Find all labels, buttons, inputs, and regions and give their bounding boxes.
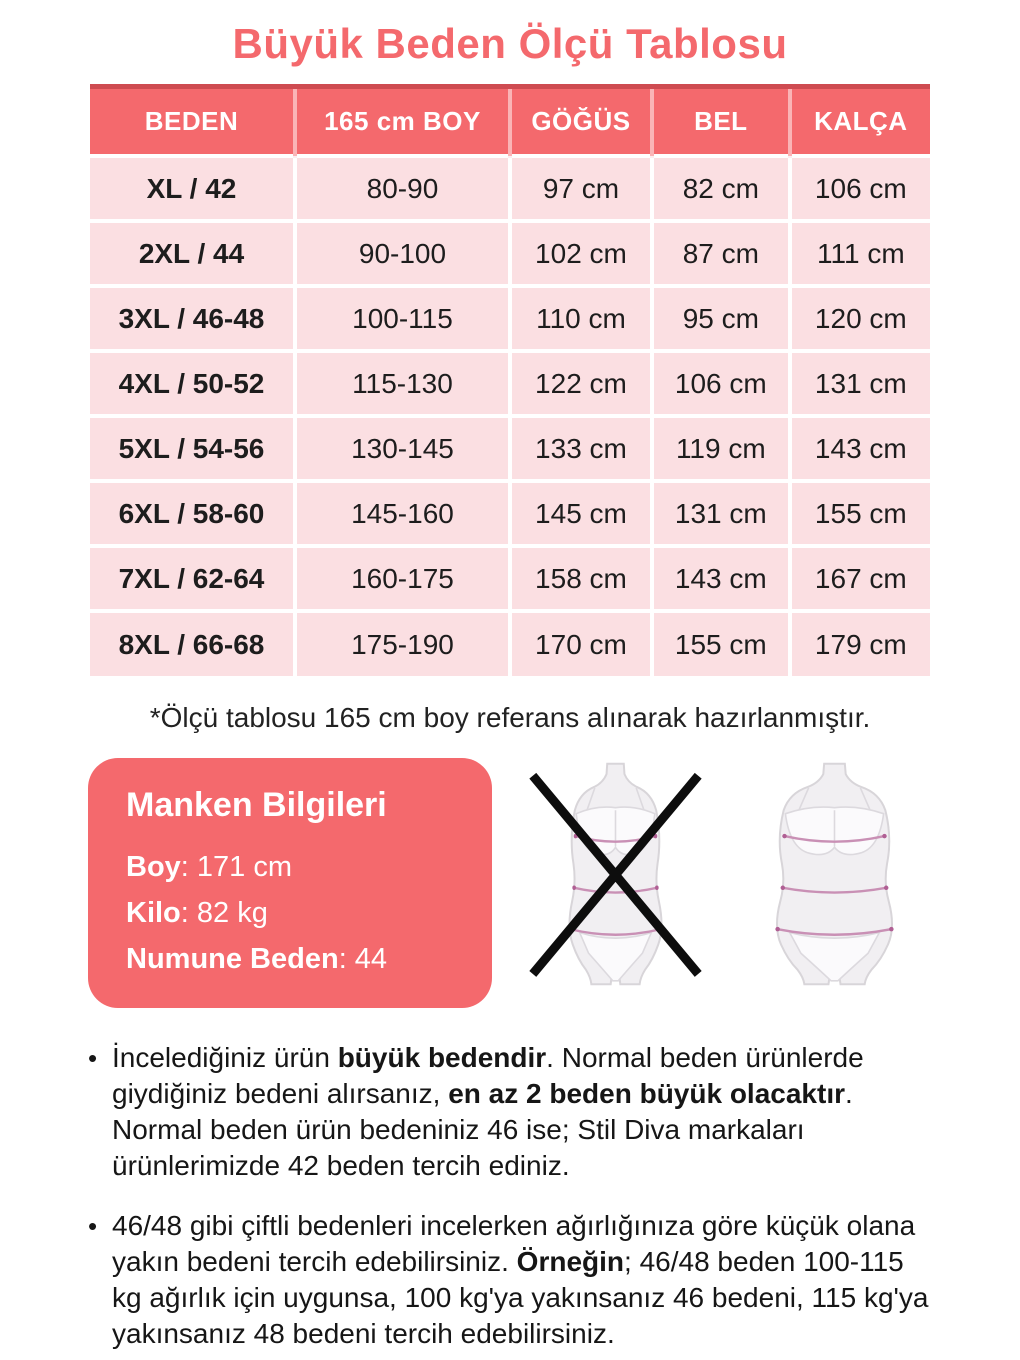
measurement-cell: 155 cm xyxy=(790,481,930,546)
model-info-fields xyxy=(126,851,466,976)
measurement-cell: 133 cm xyxy=(510,416,652,481)
measurement-cell: 143 cm xyxy=(790,416,930,481)
note-item: • İncelediğiniz ürün büyük bedendir. Normal beden ürünlerde giydiğiniz bedeni alırsanız, en az 2 beden büyük olacaktır. Normal beden ürün bedeniniz 46 ise; Stil Diva markaları ürünlerimizde 42 beden tercih ediniz. xyxy=(86,1040,934,1184)
table-row xyxy=(90,611,930,676)
column-header: 165 cm BOY xyxy=(295,89,510,156)
size-label-cell: 5XL / 54-56 xyxy=(90,416,295,481)
figure-illustrations xyxy=(518,758,932,986)
measurement-cell: 167 cm xyxy=(790,546,930,611)
measurement-cell: 145 cm xyxy=(510,481,652,546)
measurement-cell: 90-100 xyxy=(295,221,510,286)
table-row xyxy=(90,416,930,481)
measurement-cell: 122 cm xyxy=(510,351,652,416)
table-row xyxy=(90,156,930,221)
measurement-cell: 87 cm xyxy=(652,221,790,286)
measurement-cell: 95 cm xyxy=(652,286,790,351)
measurement-cell: 120 cm xyxy=(790,286,930,351)
model-info-field: Boy: 171 cm xyxy=(126,851,293,883)
measurement-cell: 102 cm xyxy=(510,221,652,286)
size-label-cell: 4XL / 50-52 xyxy=(90,351,295,416)
column-header: GÖĞÜS xyxy=(510,89,652,156)
measurement-cell: 119 cm xyxy=(652,416,790,481)
size-label-cell: 8XL / 66-68 xyxy=(90,611,295,676)
measurement-cell: 160-175 xyxy=(295,546,510,611)
model-info-title: Manken Bilgileri xyxy=(126,786,387,824)
column-header: BEL xyxy=(652,89,790,156)
measurement-cell: 106 cm xyxy=(652,351,790,416)
plus-size-figure-icon xyxy=(737,762,932,986)
measurement-cell: 170 cm xyxy=(510,611,652,676)
model-info-field: Kilo: 82 kg xyxy=(126,897,268,929)
column-header: KALÇA xyxy=(790,89,930,156)
size-label-cell: XL / 42 xyxy=(90,156,295,221)
table-row xyxy=(90,286,930,351)
measurement-cell: 80-90 xyxy=(295,156,510,221)
measurement-cell: 115-130 xyxy=(295,351,510,416)
slim-figure-crossed-out-icon xyxy=(518,762,713,986)
measurement-cell: 111 cm xyxy=(790,221,930,286)
measurement-cell: 82 cm xyxy=(652,156,790,221)
column-header: BEDEN xyxy=(90,89,295,156)
size-label-cell: 6XL / 58-60 xyxy=(90,481,295,546)
size-label-cell: 2XL / 44 xyxy=(90,221,295,286)
measurement-cell: 158 cm xyxy=(510,546,652,611)
table-row xyxy=(90,221,930,286)
measurement-cell: 131 cm xyxy=(652,481,790,546)
measurement-cell: 145-160 xyxy=(295,481,510,546)
size-label-cell: 3XL / 46-48 xyxy=(90,286,295,351)
measurement-cell: 155 cm xyxy=(652,611,790,676)
measurement-cell: 143 cm xyxy=(652,546,790,611)
measurement-cell: 97 cm xyxy=(510,156,652,221)
measurement-cell: 131 cm xyxy=(790,351,930,416)
model-info-card xyxy=(88,758,492,1008)
table-row xyxy=(90,546,930,611)
table-row xyxy=(90,481,930,546)
model-info-section xyxy=(88,758,932,1008)
measurement-cell: 106 cm xyxy=(790,156,930,221)
measurement-cell: 130-145 xyxy=(295,416,510,481)
header-row xyxy=(90,89,930,156)
size-table xyxy=(90,84,930,676)
model-info-field: Numune Beden: 44 xyxy=(126,943,388,975)
size-table-header xyxy=(90,89,930,156)
table-row xyxy=(90,351,930,416)
page-title: Büyük Beden Ölçü Tablosu xyxy=(232,20,788,67)
notes-list xyxy=(86,1040,934,1352)
note-item: • 46/48 gibi çiftli bedenleri incelerken ağırlığınıza göre küçük olana yakın bedeni tercih edebilirsiniz. Örneğin; 46/48 beden 100-115 kg ağırlık için uygunsa, 100 kg'ya yakınsanız 46 bedeni, 115 kg'ya yakınsanız 48 bedeni tercih edebilirsiniz. xyxy=(86,1208,934,1352)
measurement-cell: 175-190 xyxy=(295,611,510,676)
measurement-cell: 100-115 xyxy=(295,286,510,351)
measurement-cell: 110 cm xyxy=(510,286,652,351)
size-table-grid xyxy=(90,89,930,676)
size-label-cell: 7XL / 62-64 xyxy=(90,546,295,611)
size-table-body xyxy=(90,156,930,676)
measurement-cell: 179 cm xyxy=(790,611,930,676)
table-footnote: *Ölçü tablosu 165 cm boy referans alınarak hazırlanmıştır. xyxy=(149,702,871,733)
